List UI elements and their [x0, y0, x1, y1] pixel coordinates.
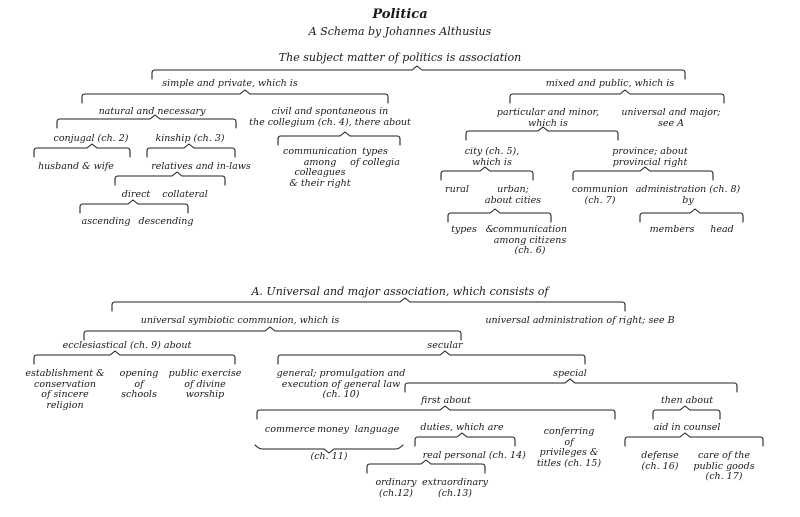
- node-communion-ch7: communion (ch. 7): [571, 184, 629, 206]
- node-money: money: [317, 424, 349, 435]
- node-communication-citizens: communication among citizens (ch. 6): [492, 224, 568, 256]
- brace-real: [367, 460, 485, 473]
- node-communication-colleagues: communication among colleagues & their right: [282, 146, 358, 189]
- node-establishment: establishment & conservation of sincere religion: [25, 368, 105, 411]
- node-general-law: general; promulgation and execution of general law (ch. 10): [276, 368, 406, 400]
- brace-special: [405, 379, 737, 392]
- node-particular-minor: particular and minor, which is: [496, 107, 600, 129]
- brace-city: [441, 167, 533, 180]
- brace-duties: [415, 433, 515, 446]
- brace-urban: [448, 209, 551, 222]
- brace-simple: [82, 90, 388, 103]
- node-province: province; about provincial right: [612, 146, 688, 168]
- node-simple-private: simple and private, which is: [162, 78, 298, 89]
- node-relatives-in-laws: relatives and in-laws: [151, 161, 251, 172]
- node-personal: personal (ch. 14): [444, 450, 526, 461]
- node-types-collegia: types of collegia: [350, 146, 400, 168]
- node-administration-see-b: universal administration of right; see B: [485, 315, 675, 326]
- brace-first-about: [257, 406, 615, 419]
- node-city: city (ch. 5), which is: [464, 146, 520, 168]
- node-conferring-privileges: conferring of privileges & titles (ch. 15): [536, 426, 602, 469]
- node-ecclesiastical: ecclesiastical (ch. 9) about: [62, 340, 192, 351]
- brace-administration: [640, 209, 743, 222]
- brace-conjugal: [34, 144, 130, 157]
- node-special: special: [553, 368, 587, 379]
- node-language: language: [354, 424, 400, 435]
- node-kinship: kinship (ch. 3): [155, 133, 225, 144]
- brace-kinship: [147, 144, 235, 157]
- node-extraordinary: extraordinary (ch.13): [421, 477, 489, 499]
- node-members: members: [649, 224, 695, 235]
- node-defense: defense (ch. 16): [641, 450, 679, 472]
- node-universal-major-see-a: universal and major; see A: [621, 107, 721, 129]
- node-rural: rural: [445, 184, 469, 195]
- node-symbiotic-communion: universal symbiotic communion, which is: [140, 315, 340, 326]
- node-civil-spontaneous: civil and spontaneous in the collegium (ch. 4), there about: [249, 106, 411, 128]
- node-collateral: collateral: [162, 189, 208, 200]
- universal-root: A. Universal and major association, which consists of: [251, 285, 549, 298]
- node-schools: opening of schools: [119, 368, 159, 400]
- brace-civil: [278, 132, 400, 145]
- brace-secular: [278, 351, 585, 364]
- node-aid-counsel: aid in counsel: [653, 422, 721, 433]
- brace-symbiotic: [84, 327, 461, 340]
- brace-province: [573, 167, 713, 180]
- node-secular: secular: [427, 340, 463, 351]
- node-ascending: ascending: [81, 216, 131, 227]
- brace-then-about: [653, 406, 720, 419]
- node-husband-wife: husband & wife: [38, 161, 114, 172]
- node-natural-necessary: natural and necessary: [98, 106, 206, 117]
- node-real: real: [422, 450, 442, 461]
- node-ordinary: ordinary (ch.12): [375, 477, 417, 499]
- node-types: types: [451, 224, 477, 235]
- node-direct: direct: [121, 189, 151, 200]
- node-ch11: (ch. 11): [310, 451, 348, 462]
- brace-relatives: [115, 172, 225, 185]
- page-title: Politica: [372, 7, 428, 22]
- node-care-public-goods: care of the public goods (ch. 17): [693, 450, 755, 482]
- node-commerce: commerce: [264, 424, 316, 435]
- node-mixed-public: mixed and public, which is: [545, 78, 675, 89]
- node-head: head: [710, 224, 734, 235]
- node-conjugal: conjugal (ch. 2): [53, 133, 129, 144]
- brace-mixed: [510, 90, 724, 103]
- brace-aid: [625, 433, 763, 446]
- schema-root: The subject matter of politics is association: [278, 51, 522, 64]
- node-descending: descending: [138, 216, 194, 227]
- page-subtitle: A Schema by Johannes Althusius: [308, 25, 492, 38]
- node-first-about: first about: [421, 395, 471, 406]
- node-worship: public exercise of divine worship: [168, 368, 242, 400]
- node-ampersand: &: [485, 224, 495, 235]
- brace-universal-root: [112, 298, 625, 311]
- node-duties: duties, which are: [420, 422, 504, 433]
- node-administration-ch8: administration (ch. 8) by: [635, 184, 741, 206]
- brace-direct: [80, 200, 188, 213]
- node-then-about: then about: [660, 395, 714, 406]
- node-urban: urban; about cities: [484, 184, 542, 206]
- brace-ecclesiastical: [34, 351, 235, 364]
